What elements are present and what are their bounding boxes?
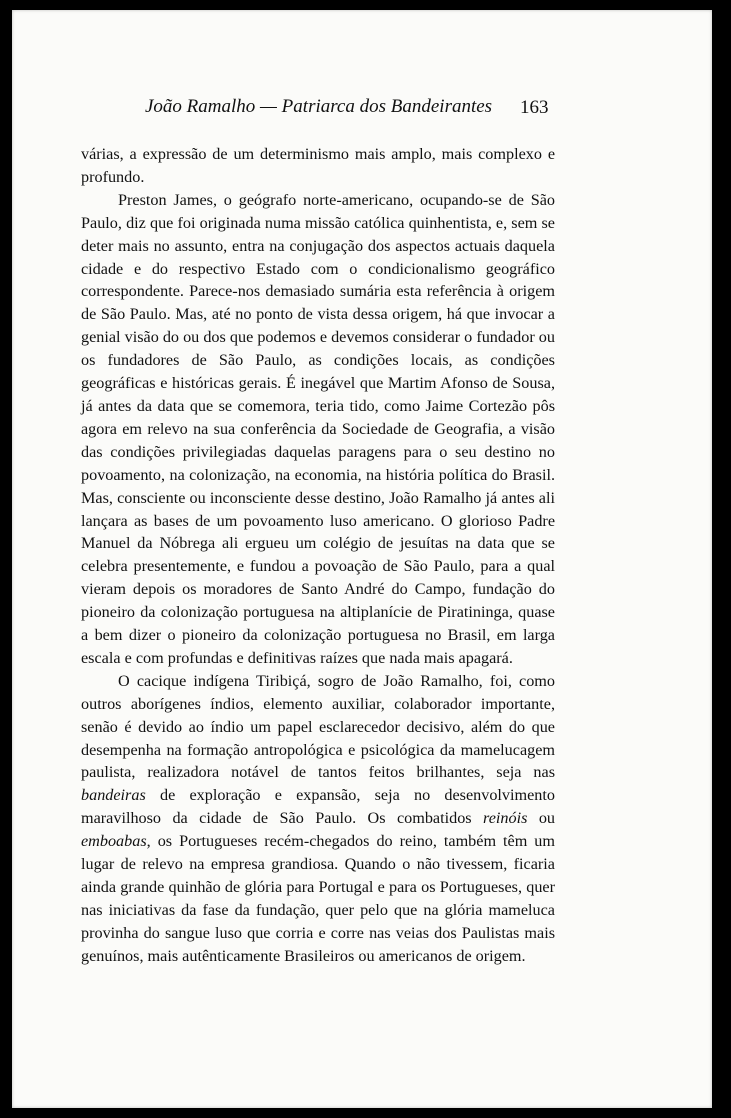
book-page bbox=[12, 10, 712, 1108]
italic-term: reinóis bbox=[483, 809, 528, 828]
text-run: O cacique indígena Tiribiçá, sogro de João Ramalho, foi, como outros aborígenes índios, elemento auxiliar, colaborador importante, senão é devido ao índio um papel esclarecedor decisivo, além do que desempenha na formação antropológica e psicológica da mamelucagem paulista, realizadora notável de tantos feitos brilhantes, seja nas bbox=[81, 671, 555, 782]
running-title: João Ramalho — Patriarca dos Bandeirantes bbox=[145, 96, 493, 117]
paragraph: Preston James, o geógrafo norte-americano, ocupando-se de São Paulo, diz que foi originada numa missão católica quinhentista, e, sem se deter mais no assunto, entra na conjugação dos aspectos actuais daquela cidade e do respectivo Estado com o condicionalismo geográfico correspondente. Parece-nos demasiado sumária esta referência à origem de São Paulo. Mas, até no ponto de vista dessa origem, há que invocar a genial visão do ou dos que podemos e devemos considerar o fundador ou os fundadores de São Paulo, as condições locais, as condições geográficas e históricas gerais. É inegável que Martim Afonso de Sousa, já antes da data que se comemora, teria tido, como Jaime Cortezão pôs agora em relevo na sua conferência da Sociedade de Geografia, a visão das condições privilegiadas daquelas paragens para o seu destino no povoamento, na colonização, na economia, na história política do Brasil. Mas, consciente ou inconsciente desse destino, João Ramalho já antes ali lançara as bases de um povoamento luso americano. O glorioso Padre Manuel da Nóbrega ali ergueu um colégio de jesuítas na data que se celebra presentemente, e fundou a povoação de São Paulo, para a qual vieram depois os moradores de Santo André do Campo, fundação do pioneiro da colonização portuguesa na altiplanície de Piratininga, quase a bem dizer o pioneiro da colonização portuguesa no Brasil, em larga escala e com profundas e definitivas raízes que nada mais apagará. bbox=[81, 190, 555, 667]
italic-term: bandeiras bbox=[81, 786, 146, 805]
paragraph: várias, a expressão de um determinismo mais amplo, mais complexo e profundo. bbox=[81, 145, 555, 186]
paragraph bbox=[81, 670, 555, 968]
text-run: , os Portugueses recém-chegados do reino, também têm um lugar de relevo na empresa grandiosa. Quando o não tivessem, ficaria ainda grande quinhão de glória para Portugal e para os Portugueses, quer nas iniciativas da fase da fundação, quer pelo que na glória mameluca provinha do sangue luso que corria e corre nas veias dos Paulistas mais genuínos, mais autênticamente Brasileiros ou americanos de origem. bbox=[81, 832, 555, 965]
italic-term: emboabas bbox=[81, 832, 147, 851]
text-run: ou bbox=[527, 809, 555, 828]
body-text bbox=[81, 143, 555, 968]
page-number: 163 bbox=[520, 97, 549, 118]
text-run: de exploração e expansão, seja no desenvolvimento maravilhoso da cidade de São Paulo. Os combatidos bbox=[81, 786, 555, 828]
